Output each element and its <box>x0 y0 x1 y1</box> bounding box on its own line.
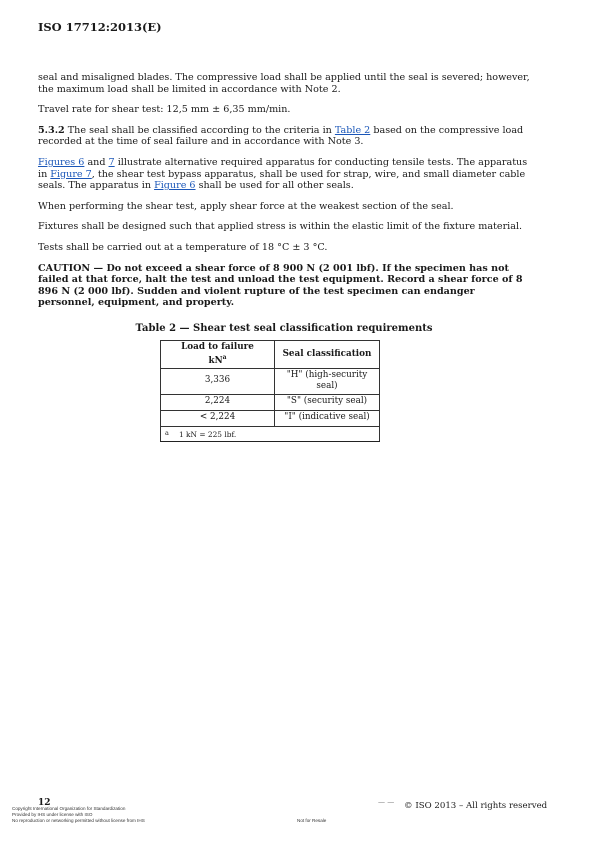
table-footnote <box>161 426 380 442</box>
table-caption: Table 2 — Shear test seal classification requirements <box>135 322 433 334</box>
license-line: No reproduction or networking permitted without license from IHS <box>12 818 145 823</box>
class-cell: "I" (indicative seal) <box>275 410 380 426</box>
copyright-notice: © ISO 2013 – All rights reserved <box>404 801 548 811</box>
class-cell: "H" (high-security seal) <box>275 368 380 394</box>
text-run: The seal shall be classified according to the criteria in <box>64 124 335 136</box>
paragraph-seal-load: seal and misaligned blades. The compressive load shall be applied until the seal is severed; however, the maximum load shall be limited in accordance with Note 2. <box>38 72 530 95</box>
link-figures-6[interactable]: Figures 6 <box>38 156 85 168</box>
header-load-unit: kN <box>208 355 223 366</box>
text-run: shall be used for all other seals. <box>195 180 354 192</box>
page-number: 12 <box>38 798 51 808</box>
link-figure-7b[interactable]: Figure 7 <box>50 168 92 180</box>
page-body <box>38 72 530 442</box>
paragraph-weakest-section: When performing the shear test, apply shear force at the weakest section of the seal. <box>38 200 454 212</box>
caution-note: CAUTION — Do not exceed a shear force of 8 900 N (2 001 lbf). If the specimen has not failed at that force, halt the test and unload the test equipment. Record a shear force of 8 896 N (2 000 lbf). Sudden and violent rupture of the test specimen can endanger personnel, equipment, and property. <box>38 262 523 309</box>
table-row <box>161 368 380 394</box>
clause-number: 5.3.2 <box>38 124 65 136</box>
table-footnote-row <box>161 426 380 442</box>
license-line: Provided by IHS under license with ISO <box>12 812 93 817</box>
document-id-header: ISO 17712:2013(E) <box>38 20 162 34</box>
column-header-load <box>161 340 275 368</box>
shear-classification-table <box>160 340 380 443</box>
link-figure-6[interactable]: Figure 6 <box>154 180 196 192</box>
link-figure-7[interactable]: 7 <box>108 156 115 168</box>
license-notice <box>12 806 145 824</box>
not-for-resale-notice: Not for Resale <box>297 818 327 823</box>
footnote-text: 1 kN = 225 lbf. <box>179 429 237 439</box>
link-table-2[interactable]: Table 2 <box>334 124 371 136</box>
license-line: Copyright International Organization for Standardization <box>12 806 126 811</box>
paragraph-travel-rate: Travel rate for shear test: 12,5 mm ± 6,35 mm/min. <box>38 104 291 116</box>
paragraph-5-3-2 <box>38 125 530 148</box>
text-run: , the shear test bypass apparatus, shall be used for strap, wire, and small diameter cable seals. The apparatus in <box>38 168 526 192</box>
column-header-classification: Seal classification <box>275 340 380 368</box>
footnote-ref: a <box>222 353 227 361</box>
paragraph-temperature: Tests shall be carried out at a temperature of 18 °C ± 3 °C. <box>38 241 328 253</box>
class-cell: "S" (security seal) <box>275 394 380 410</box>
footnote-mark: a <box>165 428 169 437</box>
load-cell: 3,336 <box>161 368 275 394</box>
text-run: illustrate alternative required apparatus for conducting tensile tests. The apparatus in <box>38 156 528 180</box>
paragraph-fixtures: Fixtures shall be designed such that applied stress is within the elastic limit of the fixture material. <box>38 221 523 233</box>
paragraph-apparatus <box>38 157 530 192</box>
header-load-line1: Load to failure <box>181 342 254 353</box>
table-row <box>161 394 380 410</box>
text-run: based on the compressive load recorded at the time of seal failure and in accordance with Note 3. <box>38 124 524 148</box>
text-run: and <box>84 156 109 168</box>
footer-divider: — — <box>378 798 395 806</box>
table-row <box>161 410 380 426</box>
load-cell: < 2,224 <box>161 410 275 426</box>
load-cell: 2,224 <box>161 394 275 410</box>
